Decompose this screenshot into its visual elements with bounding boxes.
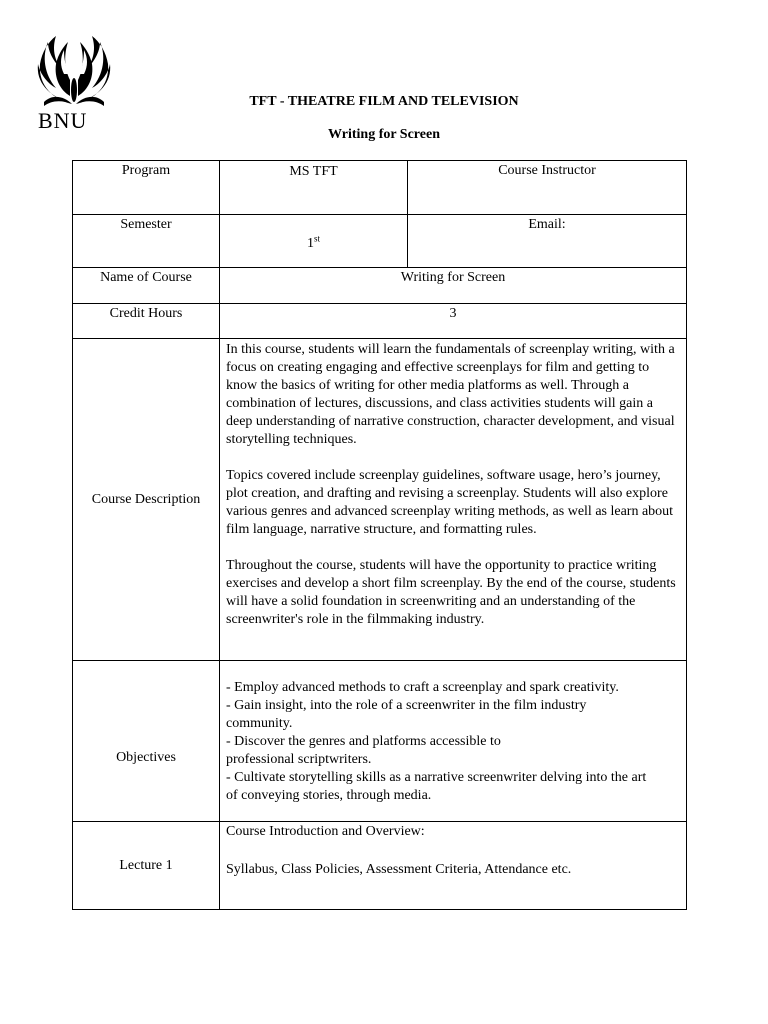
description-paragraph: Topics covered include screenplay guidelines, software usage, hero’s journey, plot creation, and drafting and revising a screenplay. Students will also explore various genres and advanced screenplay writing methods, as well as learn about film language, narrative structure, and formatting rules.	[226, 468, 674, 537]
table-row-lecture-1	[73, 822, 687, 910]
lecture1-cell	[220, 822, 687, 910]
instructor-label: Course Instructor	[408, 161, 687, 215]
objective-item: - Gain insight, into the role of a screenwriter in the film industry community.	[226, 698, 587, 731]
email-label: Email:	[408, 215, 687, 268]
credit-hours-value: 3	[220, 304, 687, 339]
objectives-cell	[220, 661, 687, 822]
course-info-table	[72, 160, 687, 910]
semester-value: 1	[306, 236, 314, 251]
document-subtitle: Writing for Screen	[328, 127, 440, 142]
course-name-value: Writing for Screen	[220, 268, 687, 304]
table-row-objectives	[73, 661, 687, 822]
description-paragraph: Throughout the course, students will have the opportunity to practice writing exercises and develop a short film screenplay. By the end of the course, students will have a solid foundation in screenwriting and an understanding of the screenwriter's role in the filmmaking industry.	[226, 558, 676, 627]
table-row-description	[73, 339, 687, 661]
description-paragraph: In this course, students will learn the fundamentals of screenplay writing, with a focus on creating engaging and effective screenplays for film and getting to know the basics of writing for other media platforms as well. Through a combination of lectures, discussions, and class activities students will gain a deep understanding of narrative construction, character development, and visual storytelling techniques.	[226, 342, 675, 447]
objectives-label: Objectives	[73, 661, 220, 822]
table-row-semester	[73, 215, 687, 268]
document-title: TFT - THEATRE FILM AND TELEVISION	[249, 94, 519, 109]
objective-item: - Discover the genres and platforms accessible to professional scriptwriters.	[226, 734, 501, 767]
credit-hours-label: Credit Hours	[73, 304, 220, 339]
objective-item: - Cultivate storytelling skills as a narrative screenwriter delving into the art of conveying stories, through media.	[226, 770, 647, 803]
table-row-program	[73, 161, 687, 215]
program-value: MS TFT	[220, 161, 408, 215]
table-row-credit-hours	[73, 304, 687, 339]
program-label: Program	[73, 161, 220, 215]
lecture1-title: Course Introduction and Overview:	[226, 824, 425, 839]
table-row-course-name	[73, 268, 687, 304]
description-cell	[220, 339, 687, 661]
semester-label: Semester	[73, 215, 220, 268]
semester-suffix: st	[313, 233, 320, 244]
lecture1-detail: Syllabus, Class Policies, Assessment Criteria, Attendance etc.	[226, 862, 572, 877]
logo-text: BNU	[38, 108, 88, 133]
lecture1-label: Lecture 1	[73, 822, 220, 910]
semester-value-cell	[220, 215, 408, 268]
objective-item: - Employ advanced methods to craft a screenplay and spark creativity.	[226, 680, 619, 695]
description-label: Course Description	[73, 339, 220, 661]
course-name-label: Name of Course	[73, 268, 220, 304]
